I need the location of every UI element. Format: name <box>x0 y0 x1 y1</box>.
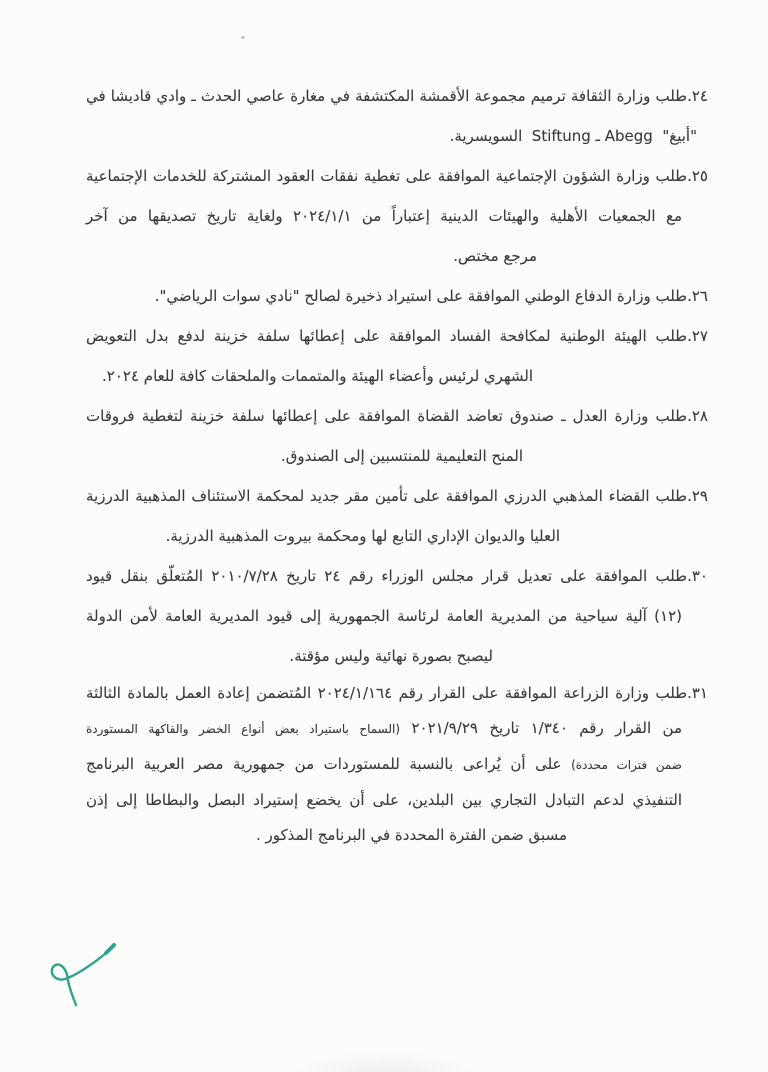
list-item-28 <box>86 396 708 476</box>
item-31-line-2-normal: من القرار رقم ١/٣٤٠ تاريخ ٢٠٢١/٩/٢٩ <box>411 719 682 737</box>
item-28-line-1: ٢٨.طلب وزارة العدل ـ صندوق تعاضد القضاة الموافقة على إعطائها سلفة خزينة لتغطية فروقات <box>86 407 708 425</box>
item-31-line-2-small: (السماح باستيراد بعض أنواع الخضر والفاكهة المستوردة <box>86 722 401 736</box>
list-item-29 <box>86 476 708 556</box>
pen-scribble-mark <box>38 933 128 1015</box>
item-30-line-1: ٣٠.طلب الموافقة على تعديل قرار مجلس الوزراء رقم ٢٤ تاريخ ٢٠١٠/٧/٢٨ المُتعلّق بنقل قيود <box>86 567 708 585</box>
list-item-27 <box>86 316 708 396</box>
item-31-line-3 <box>86 747 708 783</box>
item-27-line-2: الشهري لرئيس وأعضاء الهيئة والمتممات والملحقات كافة للعام ٢٠٢٤. <box>102 367 533 385</box>
list-item-26 <box>86 276 708 316</box>
item-31-line-2 <box>86 711 708 747</box>
scan-edge-shadow <box>290 1052 480 1072</box>
item-26-line-1: ٢٦.طلب وزارة الدفاع الوطني الموافقة على استيراد ذخيرة لصالح "نادي سوات الرياضي". <box>154 287 708 305</box>
item-31-line-3-small: ضمن فترات محددة) <box>571 758 682 772</box>
scan-artifact-dot <box>241 36 245 39</box>
item-28-line-2: المنح التعليمية للمنتسبين إلى الصندوق. <box>280 447 523 465</box>
list-item-30 <box>86 556 708 676</box>
item-25-line-3: مرجع مختص. <box>453 247 537 265</box>
item-24-line-2: "أبيغ" Abegg ـ Stiftung السويسرية. <box>449 127 697 145</box>
item-25-line-2: مع الجمعيات الأهلية والهيئات الدينية إعتباراً من ٢٠٢٤/١/١ ولغاية تاريخ تصديقها من آخر <box>86 207 682 225</box>
item-31-line-1: ٣١.طلب وزارة الزراعة الموافقة على القرار رقم ٢٠٢٤/١/١٦٤ المُتضمن إعادة العمل بالمادة الثالثة <box>86 684 708 702</box>
item-29-line-2: العليا والديوان الإداري التابع لها ومحكمة بيروت المذهبية الدرزية. <box>165 527 560 545</box>
list-item-31 <box>86 676 708 853</box>
item-27-line-1: ٢٧.طلب الهيئة الوطنية لمكافحة الفساد الموافقة على إعطائها سلفة خزينة لدفع بدل التعويض <box>86 327 708 345</box>
document-body <box>86 76 708 853</box>
item-30-line-2: (١٢) آلية سياحية من المديرية العامة لرئاسة الجمهورية إلى قيود المديرية العامة لأمن الدولة <box>86 607 682 625</box>
item-24-line-1: ٢٤.طلب وزارة الثقافة ترميم مجموعة الأقمشة المكتشفة في مغارة عاصي الحدث ـ وادي قاديشا في <box>86 87 708 105</box>
list-item-24 <box>86 76 708 156</box>
item-30-line-3: ليصبح بصورة نهائية وليس مؤقتة. <box>289 647 493 665</box>
item-29-line-1: ٢٩.طلب القضاء المذهبي الدرزي الموافقة على تأمين مقر جديد لمحكمة الاستئناف المذهبية الدرزية <box>86 487 708 505</box>
item-25-line-1: ٢٥.طلب وزارة الشؤون الإجتماعية الموافقة على تغطية نفقات العقود المشتركة للخدمات الإجتماعية <box>86 167 708 185</box>
item-31-line-5: مسبق ضمن الفترة المحددة في البرنامج المذكور . <box>255 826 567 844</box>
pen-scribble-tip <box>106 945 114 953</box>
list-item-25 <box>86 156 708 276</box>
item-31-line-4: التنفيذي لدعم التبادل التجاري بين البلدين، على أن يخضع إستيراد البصل والبطاطا إلى إذن <box>86 791 682 809</box>
item-31-line-3-normal: على أن يُراعى بالنسبة للمستوردات من جمهورية مصر العربية البرنامج <box>86 755 562 773</box>
